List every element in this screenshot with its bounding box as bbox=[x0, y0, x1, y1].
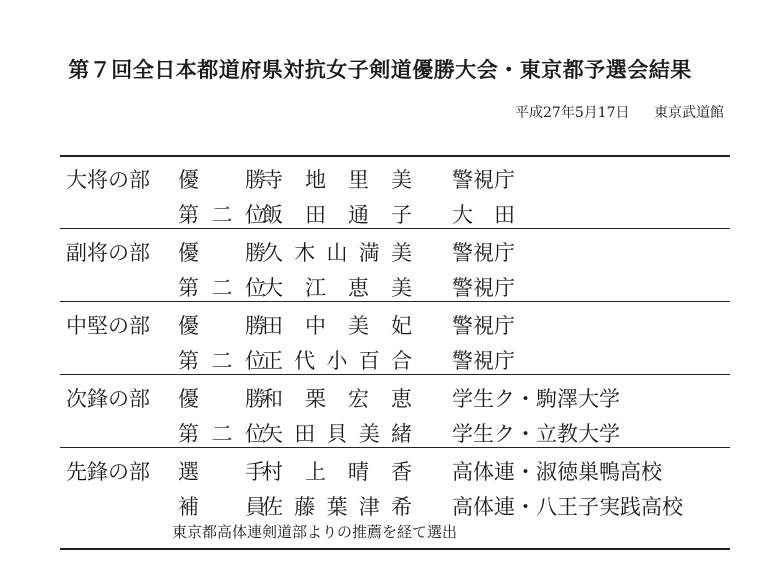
affiliation: 学生ク・駒澤大学 bbox=[452, 387, 620, 411]
bottom-rule bbox=[60, 548, 730, 550]
rank-label: 選手 bbox=[178, 460, 266, 484]
group-divider bbox=[60, 301, 730, 302]
rank-label: 第二位 bbox=[178, 422, 266, 446]
athlete-name: 佐藤葉津希 bbox=[262, 495, 412, 519]
selection-note: 東京都高体連剣道部よりの推薦を経て選出 bbox=[172, 523, 458, 541]
division-label: 大将の部 bbox=[66, 168, 150, 192]
athlete-name: 久木山満美 bbox=[262, 241, 412, 265]
affiliation: 学生ク・立教大学 bbox=[452, 422, 620, 446]
date-venue-line bbox=[515, 102, 724, 122]
athlete-name: 大江恵美 bbox=[262, 276, 412, 300]
division-label: 中堅の部 bbox=[66, 314, 150, 338]
rank-label: 優勝 bbox=[178, 168, 266, 192]
affiliation: 警視庁 bbox=[452, 314, 515, 338]
athlete-name: 村上晴香 bbox=[262, 460, 412, 484]
affiliation: 高体連・淑徳巣鴨高校 bbox=[452, 460, 662, 484]
affiliation: 警視庁 bbox=[452, 241, 515, 265]
division-label: 先鋒の部 bbox=[66, 460, 150, 484]
athlete-name: 飯田通子 bbox=[262, 203, 412, 227]
athlete-name: 田中美妃 bbox=[262, 314, 412, 338]
rank-label: 優勝 bbox=[178, 241, 266, 265]
athlete-name: 正代小百合 bbox=[262, 349, 412, 373]
affiliation: 警視庁 bbox=[452, 349, 515, 373]
division-label: 次鋒の部 bbox=[66, 387, 150, 411]
page-title: 第７回全日本都道府県対抗女子剣道優勝大会・東京都予選会結果 bbox=[68, 58, 692, 82]
affiliation: 高体連・八王子実践高校 bbox=[452, 495, 683, 519]
rank-label: 第二位 bbox=[178, 349, 266, 373]
division-label: 副将の部 bbox=[66, 241, 150, 265]
affiliation: 警視庁 bbox=[452, 168, 515, 192]
athlete-name: 矢田貝美緒 bbox=[262, 422, 412, 446]
affiliation: 大 田 bbox=[452, 203, 515, 227]
event-venue: 東京武道館 bbox=[654, 105, 724, 121]
athlete-name: 寺地里美 bbox=[262, 168, 412, 192]
rank-label: 第二位 bbox=[178, 276, 266, 300]
rank-label: 優勝 bbox=[178, 314, 266, 338]
event-date: 平成27年5月17日 bbox=[515, 105, 630, 121]
group-divider bbox=[60, 228, 730, 229]
group-divider bbox=[60, 374, 730, 375]
rank-label: 優勝 bbox=[178, 387, 266, 411]
athlete-name: 和栗宏恵 bbox=[262, 387, 412, 411]
group-divider bbox=[60, 447, 730, 448]
group-divider bbox=[60, 155, 730, 157]
rank-label: 第二位 bbox=[178, 203, 266, 227]
rank-label: 補員 bbox=[178, 495, 266, 519]
affiliation: 警視庁 bbox=[452, 276, 515, 300]
